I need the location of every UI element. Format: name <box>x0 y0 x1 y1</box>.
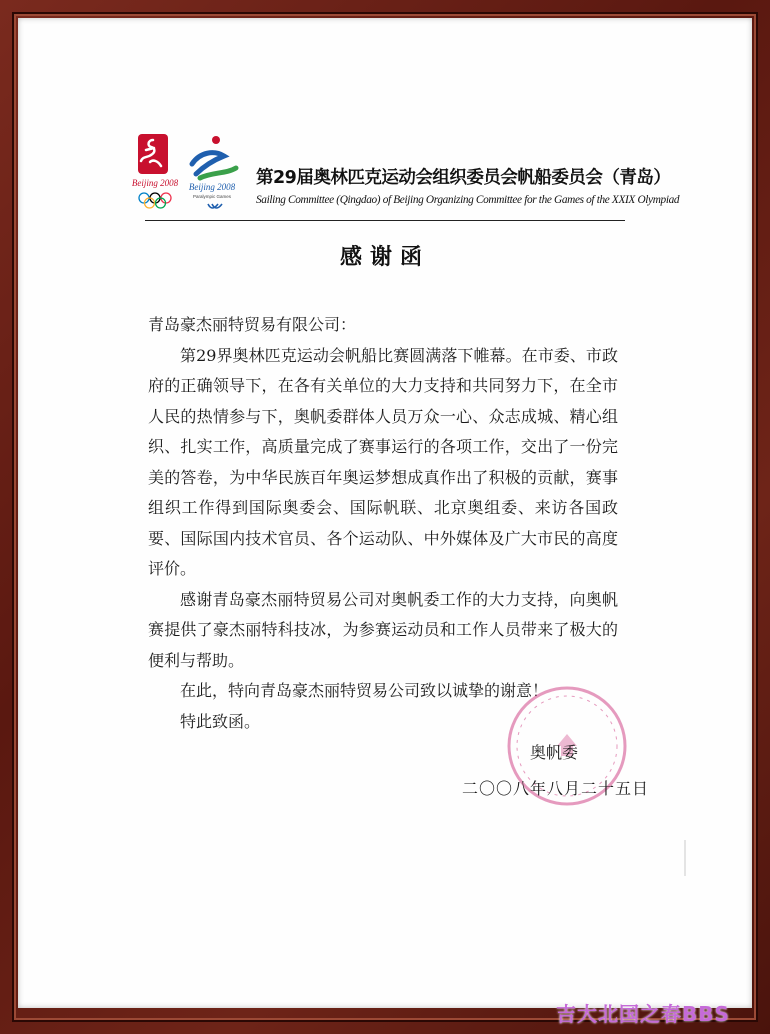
committee-subtitle: Sailing Committee (Qingdao) of Beijing Organizing Committee for the Games of the XXIX Olympiad <box>256 194 680 206</box>
header-divider <box>145 220 625 221</box>
paragraph-3: 在此，特向青岛豪杰丽特贸易公司致以诚挚的谢意！ <box>180 681 549 700</box>
beijing-logo-text: Beijing 2008 <box>131 178 179 188</box>
beijing-2008-paralympic-logo <box>186 134 240 218</box>
paragraph-4: 特此致函。 <box>180 711 261 731</box>
letter-title: 感谢函 <box>339 245 430 270</box>
letter-body <box>148 310 618 737</box>
salutation: 青岛豪杰丽特贸易有限公司： <box>148 315 357 334</box>
beijing-2008-olympic-logo <box>128 132 182 218</box>
paralympic-logo-text: Beijing 2008 <box>188 182 236 192</box>
paragraph-2: 感谢青岛豪杰丽特贸易公司对奥帆委工作的大力支持，向奥帆赛提供了豪杰丽特科技冰，为参赛运动员和工作人员带来了极大的便利与帮助。 <box>148 589 618 670</box>
committee-title: 第29届奥林匹克运动会组织委员会帆船委员会（青岛） <box>256 168 671 188</box>
signature: 奥帆委 <box>530 743 579 762</box>
paralympic-logo-sub: Paralympic Games <box>192 194 232 199</box>
signature-date: 二〇〇八年八月二十五日 <box>462 779 650 798</box>
watermark: 吉大北国之春BBS <box>556 1002 730 1026</box>
letterhead <box>128 120 680 220</box>
paragraph-1: 第29界奥林匹克运动会帆船比赛圆满落下帷幕。在市委、市政府的正确领导下，在各有关单位的大力支持和共同努力下，在全市人民的热情参与下，奥帆委群体人员万众一心、众志成城、精心组织、扎实工作，高质量完成了赛事运行的各项工作，交出了一份完美的答卷，为中华民族百年奥运梦想成真作出了积极的贡献，赛事组织工作得到国际奥委会、国际帆联、北京奥组委、来访各国政要、国际国内技术官员、各个运动队、中外媒体及广大市民的高度评价。 <box>148 345 618 578</box>
paper-mark <box>684 840 686 876</box>
